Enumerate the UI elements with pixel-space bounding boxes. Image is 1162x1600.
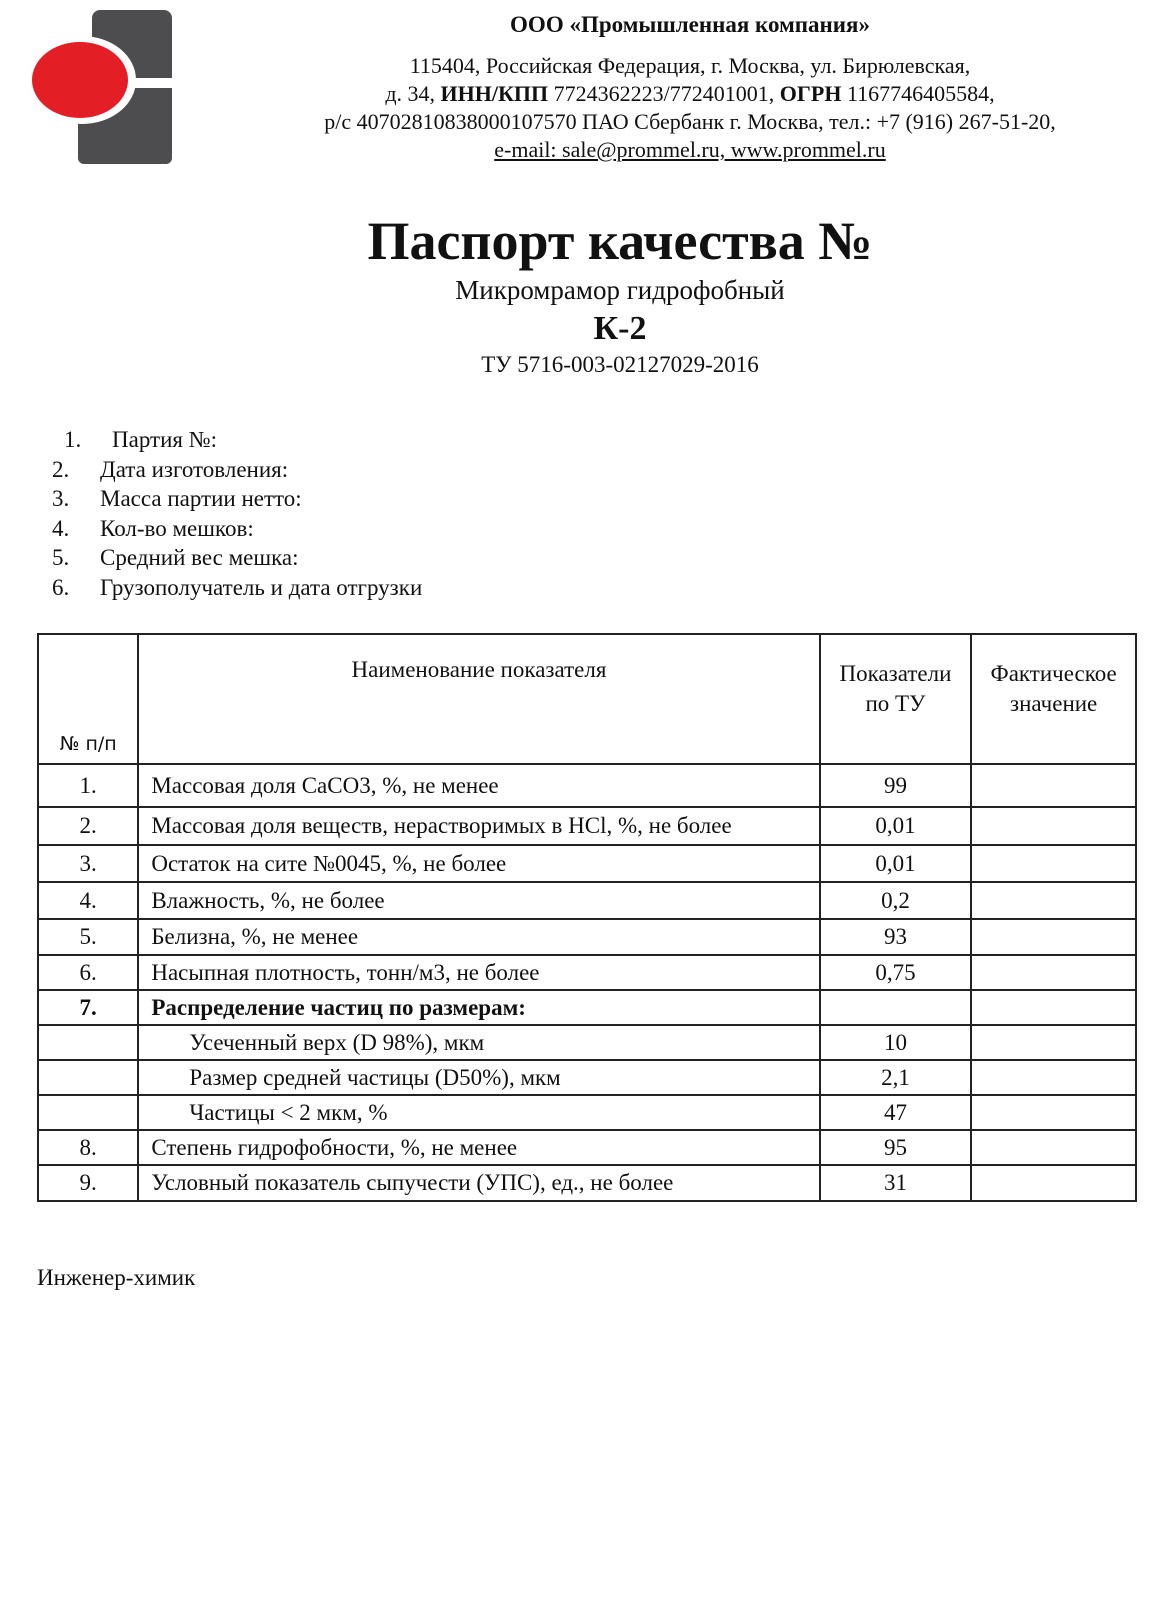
- row-number: 3.: [38, 845, 138, 882]
- row-tu-value: 10: [820, 1025, 972, 1060]
- ogrn-label: ОГРН: [779, 81, 842, 106]
- field-label: Масса партии нетто:: [100, 486, 302, 511]
- row-fact-value[interactable]: [971, 919, 1136, 955]
- field-number: 4.: [52, 515, 70, 541]
- table-row: [38, 1095, 1136, 1130]
- row-name: Насыпная плотность, тонн/м3, не более: [138, 955, 819, 990]
- field-label: Дата изготовления:: [100, 456, 289, 482]
- row-tu-value: 0,01: [820, 807, 972, 845]
- field-label: Партия №:: [112, 427, 218, 452]
- field-number: 1.: [64, 427, 82, 452]
- row-name: Усеченный верх (D 98%), мкм: [138, 1025, 819, 1060]
- row-fact-value[interactable]: [971, 1060, 1136, 1095]
- list-item: [52, 425, 422, 455]
- product-name: Микромрамор гидрофобный: [455, 275, 785, 305]
- logo-red-oval: [32, 42, 128, 118]
- field-label: Средний вес мешка:: [100, 545, 299, 570]
- row-name: Белизна, %, не менее: [138, 919, 819, 955]
- row-fact-value[interactable]: [971, 990, 1136, 1025]
- field-number: 5.: [52, 545, 70, 570]
- quality-table: [37, 633, 1137, 1202]
- table-row: [38, 882, 1136, 919]
- row-number: [38, 1025, 138, 1060]
- row-fact-value[interactable]: [971, 955, 1136, 990]
- header-tu-line2: по ТУ: [865, 691, 926, 716]
- list-item: [52, 455, 422, 485]
- document-title-block: [160, 210, 1080, 380]
- batch-fields-list: [52, 425, 422, 602]
- table-row: [38, 955, 1136, 990]
- table-row: [38, 764, 1136, 807]
- field-label: Кол-во мешков:: [100, 515, 254, 541]
- header-number: № п/п: [38, 634, 138, 764]
- row-number: 1.: [38, 764, 138, 807]
- company-name: ООО «Промышленная компания»: [510, 12, 870, 37]
- tech-spec: ТУ 5716-003-02127029-2016: [481, 352, 759, 377]
- list-item: [52, 514, 422, 544]
- list-item: [52, 484, 422, 514]
- address-house: д. 34,: [385, 81, 436, 106]
- table-row: [38, 1025, 1136, 1060]
- contacts-line[interactable]: e-mail: sale@prommel.ru, www.prommel.ru: [494, 137, 886, 162]
- header-fact-line1: Фактическое: [990, 661, 1117, 686]
- header-fact-line2: значение: [1009, 691, 1098, 716]
- row-fact-value[interactable]: [971, 882, 1136, 919]
- ogrn-value: 1167746405584,: [846, 81, 995, 106]
- signature-label: Инженер-химик: [37, 1265, 196, 1290]
- row-name: Распределение частиц по размерам:: [138, 990, 819, 1025]
- row-number: [38, 1095, 138, 1130]
- row-number: 9.: [38, 1165, 138, 1201]
- row-number: 4.: [38, 882, 138, 919]
- row-fact-value[interactable]: [971, 1165, 1136, 1201]
- company-logo: [30, 10, 175, 165]
- row-tu-value: [820, 990, 972, 1025]
- company-header: [250, 10, 1130, 164]
- header-tu: [820, 634, 972, 764]
- row-number: 2.: [38, 807, 138, 845]
- row-number: 8.: [38, 1130, 138, 1165]
- row-name: Частицы < 2 мкм, %: [138, 1095, 819, 1130]
- row-number: 7.: [38, 990, 138, 1025]
- row-fact-value[interactable]: [971, 845, 1136, 882]
- table-row: [38, 1165, 1136, 1201]
- row-number: 5.: [38, 919, 138, 955]
- table-row: [38, 1060, 1136, 1095]
- row-name: Массовая доля CaCO3, %, не менее: [138, 764, 819, 807]
- row-tu-value: 0,75: [820, 955, 972, 990]
- table-header-row: [38, 634, 1136, 764]
- list-item: [52, 543, 422, 573]
- row-name: Остаток на сите №0045, %, не более: [138, 845, 819, 882]
- row-name: Массовая доля веществ, нерастворимых в HCl, %, не более: [138, 807, 819, 845]
- row-tu-value: 95: [820, 1130, 972, 1165]
- row-name: Условный показатель сыпучести (УПС), ед., не более: [138, 1165, 819, 1201]
- row-tu-value: 99: [820, 764, 972, 807]
- header-fact: [971, 634, 1136, 764]
- row-name: Влажность, %, не более: [138, 882, 819, 919]
- header-tu-line1: Показатели: [839, 661, 952, 686]
- document-title: Паспорт качества №: [367, 211, 873, 271]
- table-row: [38, 807, 1136, 845]
- table-row: [38, 845, 1136, 882]
- field-number: 2.: [52, 456, 70, 482]
- row-fact-value[interactable]: [971, 764, 1136, 807]
- product-grade: К-2: [593, 310, 647, 347]
- address-line-1: 115404, Российская Федерация, г. Москва, ул. Бирюлевская,: [409, 53, 971, 78]
- row-tu-value: 0,01: [820, 845, 972, 882]
- row-tu-value: 93: [820, 919, 972, 955]
- row-name: Размер средней частицы (D50%), мкм: [138, 1060, 819, 1095]
- row-fact-value[interactable]: [971, 1130, 1136, 1165]
- row-number: 6.: [38, 955, 138, 990]
- row-tu-value: 0,2: [820, 882, 972, 919]
- row-tu-value: 47: [820, 1095, 972, 1130]
- table-row: [38, 1130, 1136, 1165]
- row-fact-value[interactable]: [971, 1025, 1136, 1060]
- header-name: Наименование показателя: [138, 634, 819, 764]
- list-item: [52, 573, 422, 603]
- row-tu-value: 2,1: [820, 1060, 972, 1095]
- row-name: Степень гидрофобности, %, не менее: [138, 1130, 819, 1165]
- table-row: [38, 990, 1136, 1025]
- row-fact-value[interactable]: [971, 1095, 1136, 1130]
- field-label: Грузополучатель и дата отгрузки: [100, 574, 423, 600]
- row-tu-value: 31: [820, 1165, 972, 1201]
- row-number: [38, 1060, 138, 1095]
- field-number: 6.: [52, 574, 70, 600]
- inn-label: ИНН/КПП: [440, 81, 549, 106]
- table-row: [38, 919, 1136, 955]
- address-line-2: [250, 80, 1130, 108]
- inn-value: 7724362223/772401001,: [553, 81, 775, 106]
- row-fact-value[interactable]: [971, 807, 1136, 845]
- bank-line: р/с 40702810838000107570 ПАО Сбербанк г. Москва, тел.: +7 (916) 267-51-20,: [324, 109, 1056, 134]
- field-number: 3.: [52, 486, 70, 511]
